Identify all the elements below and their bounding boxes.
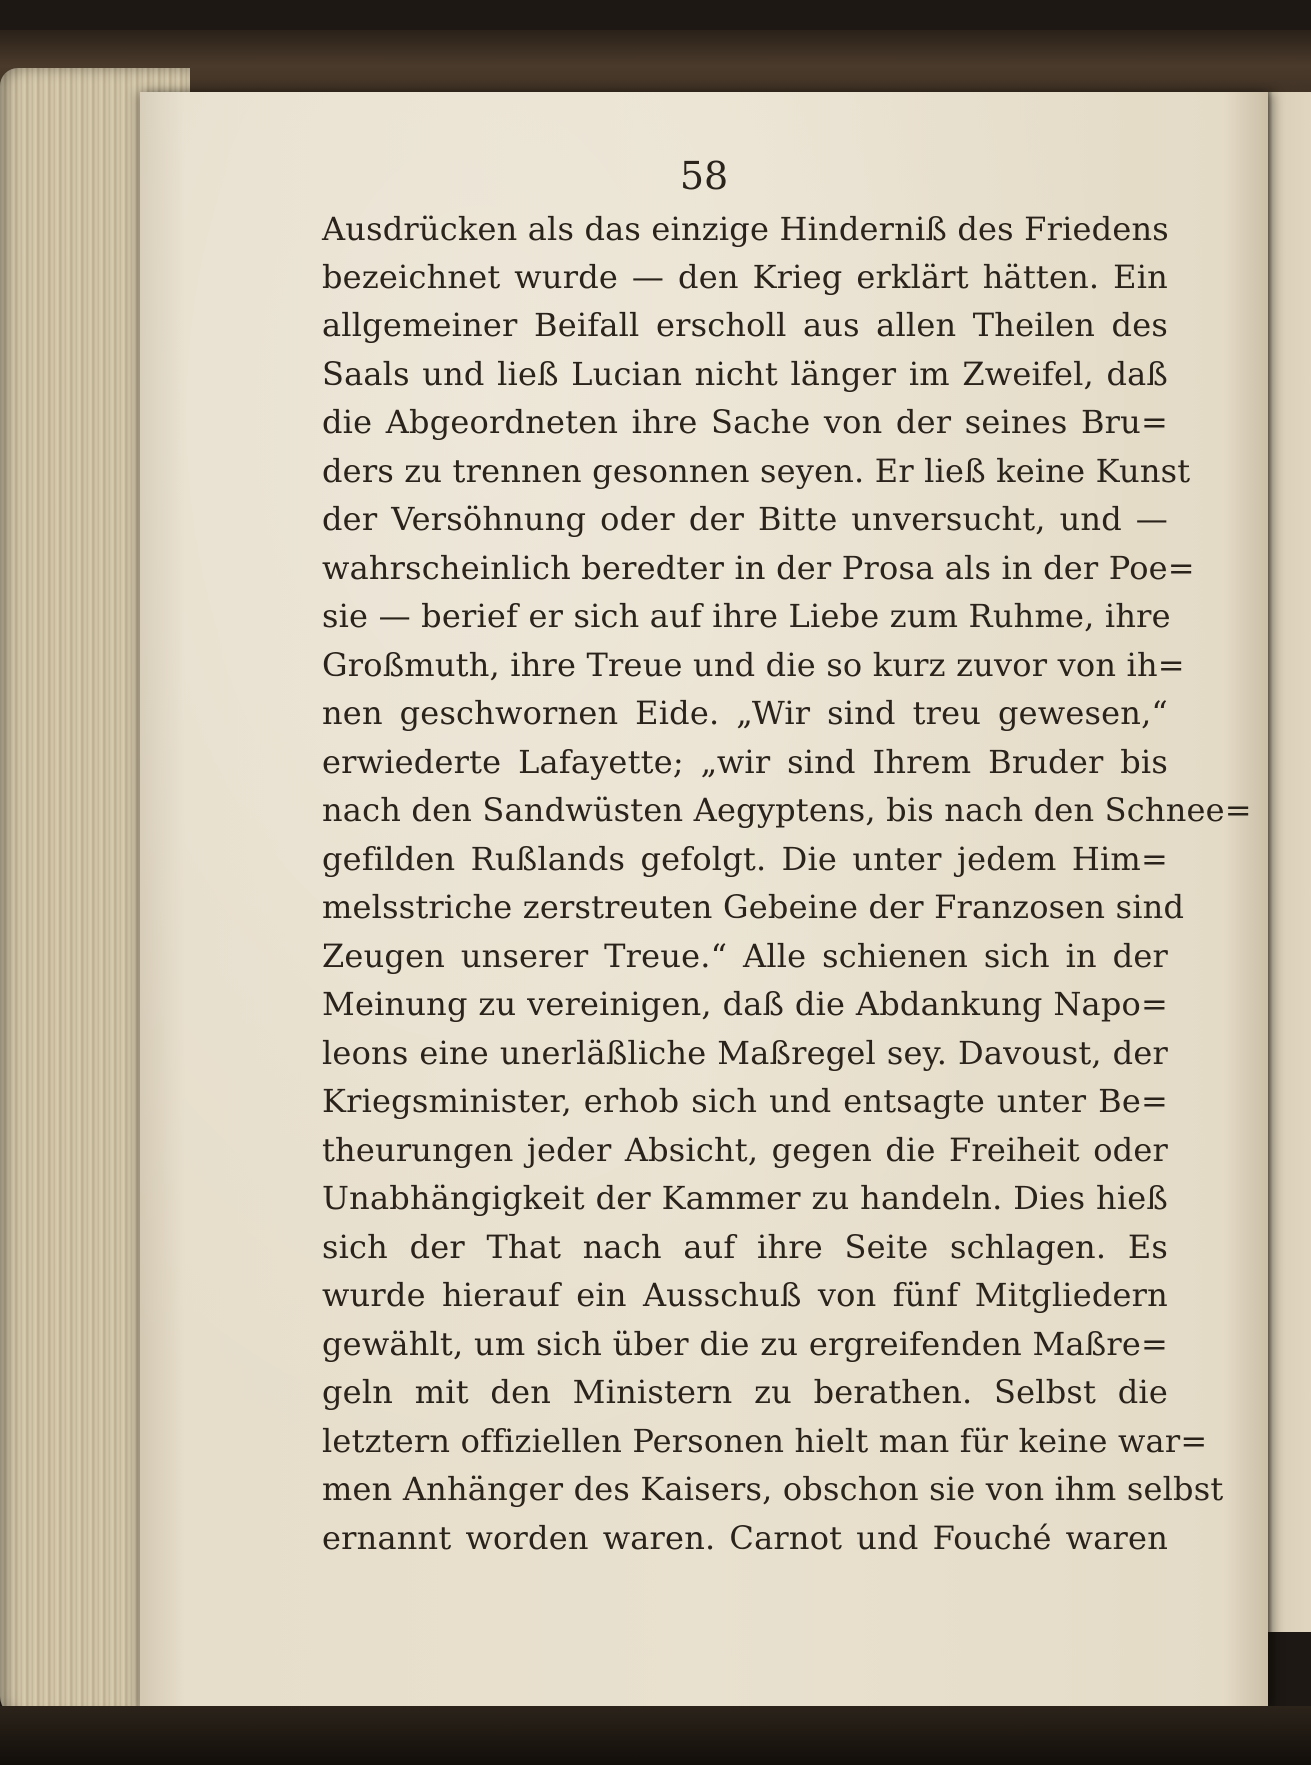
text-line: Großmuth, ihre Treue und die so kurz zuvor von ih=	[322, 646, 1185, 684]
text-line: wahrscheinlich beredter in der Prosa als in der Poe=	[322, 549, 1195, 587]
text-line: bezeichnet wurde — den Krieg erklärt hätten. Ein	[322, 258, 1168, 296]
text-line: Meinung zu vereinigen, daß die Abdankung Napo=	[322, 985, 1168, 1023]
text-line: der Versöhnung oder der Bitte unversucht, und —	[322, 500, 1168, 538]
text-line: geln mit den Ministern zu berathen. Selbst die	[322, 1373, 1168, 1411]
text-line: Saals und ließ Lucian nicht länger im Zweifel, daß	[322, 355, 1168, 393]
text-line: ders zu trennen gesonnen seyen. Er ließ keine Kunst	[322, 452, 1191, 490]
table-shadow	[0, 1706, 1311, 1765]
text-line: sich der That nach auf ihre Seite schlagen. Es	[322, 1228, 1168, 1266]
text-line: die Abgeordneten ihre Sache von der seines Bru=	[322, 403, 1168, 441]
text-line: nen geschwornen Eide. „Wir sind treu gewesen,“	[322, 694, 1168, 732]
text-line: ernannt worden waren. Carnot und Fouché waren	[322, 1519, 1168, 1557]
text-line: men Anhänger des Kaisers, obschon sie von ihm selbst	[322, 1470, 1224, 1508]
text-line: gewählt, um sich über die zu ergreifenden Maßre=	[322, 1325, 1168, 1363]
text-line: nach den Sandwüsten Aegyptens, bis nach den Schnee=	[322, 791, 1252, 829]
text-line: letztern offiziellen Personen hielt man für keine war=	[322, 1422, 1208, 1460]
text-line: melsstriche zerstreuten Gebeine der Franzosen sind	[322, 888, 1185, 926]
text-line: sie — berief er sich auf ihre Liebe zum Ruhme, ihre	[322, 597, 1171, 635]
text-line: Kriegsminister, erhob sich und entsagte unter Be=	[322, 1082, 1168, 1120]
body-text	[322, 204, 1252, 1674]
text-line: erwiederte Lafayette; „wir sind Ihrem Bruder bis	[322, 743, 1168, 781]
text-line: theurungen jeder Absicht, gegen die Freiheit oder	[322, 1131, 1168, 1169]
text-line: Unabhängigkeit der Kammer zu handeln. Dies hieß	[322, 1179, 1168, 1217]
book-page	[140, 92, 1268, 1710]
page-number: 58	[679, 154, 729, 198]
next-page-edge	[1262, 92, 1311, 1632]
text-line: Ausdrücken als das einzige Hinderniß des Friedens	[322, 210, 1169, 248]
text-line: leons eine unerläßliche Maßregel sey. Davoust, der	[322, 1034, 1168, 1072]
text-line: gefilden Rußlands gefolgt. Die unter jedem Him=	[322, 840, 1168, 878]
text-line: Zeugen unserer Treue.“ Alle schienen sich in der	[322, 937, 1168, 975]
text-line: wurde hierauf ein Ausschuß von fünf Mitgliedern	[322, 1276, 1168, 1314]
text-line: allgemeiner Beifall erscholl aus allen Theilen des	[322, 306, 1168, 344]
